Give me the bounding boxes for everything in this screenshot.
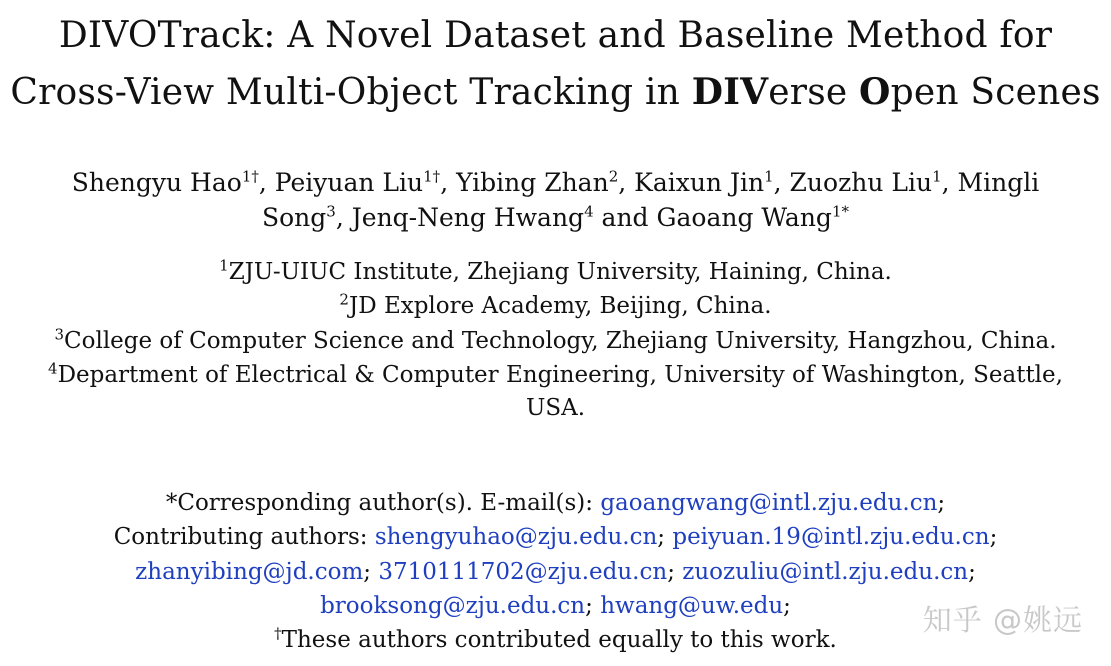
- email-separator: ;: [968, 559, 976, 585]
- paper-title-line-1: [0, 8, 1111, 64]
- affiliation-text: ZJU-UIUC Institute, Zhejiang University, Haining, China.: [228, 259, 892, 285]
- author-separator: ,: [440, 168, 457, 197]
- author-affiliation-mark: 3: [326, 202, 336, 221]
- title-bold-div: DIV: [691, 71, 769, 113]
- affiliation-4-continued: [0, 391, 1111, 425]
- dagger-mark: †: [274, 624, 282, 643]
- title-text: DIVOTrack: A Novel Dataset and Baseline Method for: [58, 15, 1053, 56]
- author-name: Jenq-Neng Hwang: [351, 203, 585, 232]
- author-affiliation-mark: 1: [764, 167, 774, 186]
- email-link[interactable]: gaoangwang@intl.zju.edu.cn: [600, 490, 938, 516]
- author-list-line-2: [0, 200, 1111, 236]
- title-text-mid: erse: [768, 72, 860, 113]
- contributing-emails-line: [0, 555, 1111, 589]
- author-name-part: Mingli: [957, 168, 1040, 197]
- author-affiliation-mark: 1†: [423, 167, 441, 186]
- email-separator: ;: [585, 593, 601, 619]
- author-separator: ,: [335, 203, 352, 232]
- paper-title-line-2: [0, 64, 1111, 121]
- contributing-authors-line: [0, 520, 1111, 554]
- author-name: Peiyuan Liu: [274, 168, 424, 197]
- contributing-label: Contributing authors:: [113, 524, 375, 550]
- author-separator: and: [593, 203, 657, 232]
- affiliation-mark: 1: [219, 256, 229, 275]
- equal-contribution-text: These authors contributed equally to this work.: [281, 627, 837, 653]
- email-separator: ;: [937, 490, 946, 516]
- affiliation-2: [0, 289, 1111, 323]
- affiliation-mark: 3: [54, 325, 65, 344]
- email-link[interactable]: hwang@uw.edu: [600, 593, 784, 619]
- affiliation-3: [0, 324, 1111, 358]
- email-separator: ;: [363, 559, 379, 585]
- email-link[interactable]: zuozuliu@intl.zju.edu.cn: [682, 559, 969, 585]
- title-text-post: pen Scenes: [890, 72, 1101, 113]
- title-text-pre: Cross-View Multi-Object Tracking in: [10, 72, 692, 113]
- author-affiliation-mark: 1: [932, 167, 942, 186]
- affiliation-1: [0, 255, 1111, 289]
- email-link[interactable]: shengyuhao@zju.edu.cn: [374, 524, 658, 550]
- title-bold-o: O: [859, 71, 891, 113]
- email-link[interactable]: peiyuan.19@intl.zju.edu.cn: [672, 524, 990, 550]
- author-separator: ,: [941, 168, 958, 197]
- author-affiliation-mark: 1*: [831, 202, 849, 221]
- email-separator: ;: [667, 559, 683, 585]
- affiliation-4: [0, 358, 1111, 392]
- author-list-line-1: [0, 165, 1111, 201]
- affiliation-mark: 2: [339, 290, 349, 309]
- author-separator: ,: [773, 168, 790, 197]
- author-name: Shengyu Hao: [71, 168, 242, 197]
- author-affiliation-mark: 4: [584, 202, 594, 221]
- email-separator: ;: [657, 524, 673, 550]
- email-separator: ;: [989, 524, 998, 550]
- author-name-part: Song: [262, 203, 327, 232]
- author-separator: ,: [618, 168, 635, 197]
- author-name: Kaixun Jin: [634, 168, 765, 197]
- author-name: Yibing Zhan: [456, 168, 609, 197]
- affiliation-text: USA.: [525, 395, 586, 421]
- email-link[interactable]: 3710111702@zju.edu.cn: [378, 559, 668, 585]
- corresponding-author-line: [0, 486, 1111, 520]
- affiliation-text: College of Computer Science and Technology, Zhejiang University, Hangzhou, China.: [64, 328, 1057, 354]
- affiliation-text: JD Explore Academy, Beijing, China.: [348, 293, 772, 319]
- affiliation-mark: 4: [48, 359, 58, 378]
- email-link[interactable]: brooksong@zju.edu.cn: [320, 593, 586, 619]
- affiliation-text: Department of Electrical & Computer Engineering, University of Washington, Seattle,: [57, 362, 1063, 388]
- author-name: Gaoang Wang: [656, 203, 832, 232]
- email-separator: ;: [783, 593, 791, 619]
- author-affiliation-mark: 2: [608, 167, 619, 186]
- author-affiliation-mark: 1†: [241, 167, 259, 186]
- corresponding-label: *Corresponding author(s). E-mail(s):: [165, 490, 601, 516]
- zhihu-watermark: 知乎 @姚远: [922, 603, 1083, 637]
- author-name: Zuozhu Liu: [789, 168, 933, 197]
- email-link[interactable]: zhanyibing@jd.com: [135, 559, 364, 585]
- author-separator: ,: [258, 168, 275, 197]
